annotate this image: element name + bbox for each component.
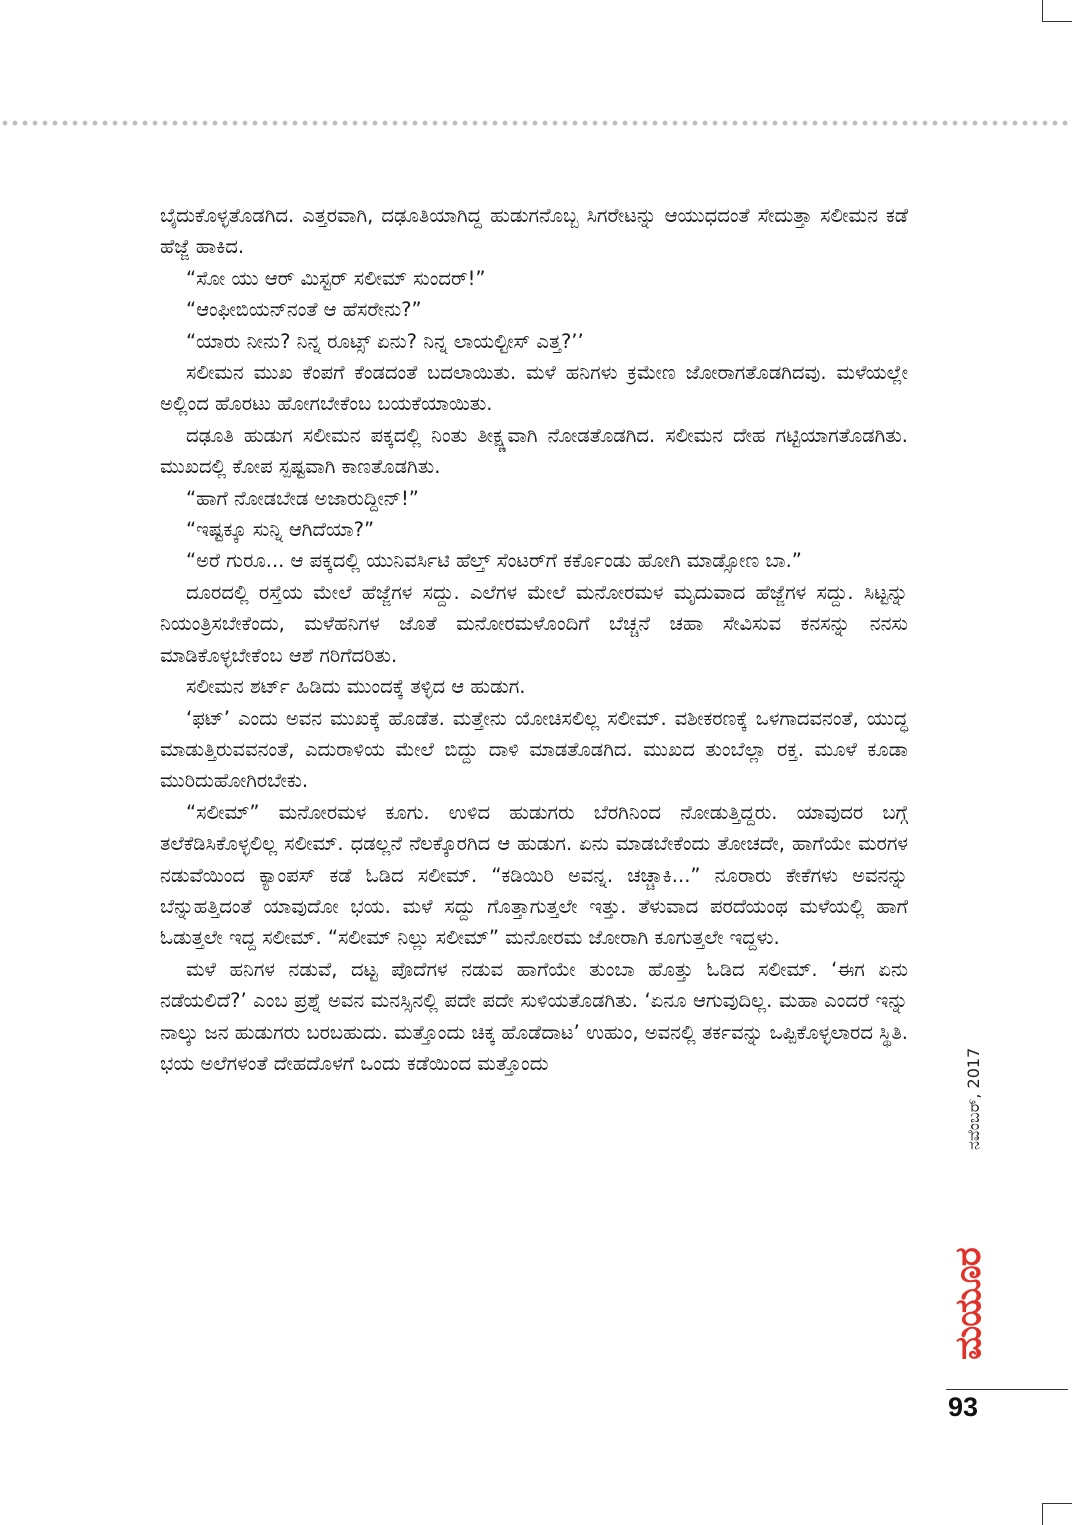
article-paragraph: ದೂರದಲ್ಲಿ ರಸ್ತೆಯ ಮೇಲೆ ಹೆಜ್ಜೆಗಳ ಸದ್ದು. ಎಲೆಗಳ ಮೇಲೆ ಮನೋರಮಳ ಮೃದುವಾದ ಹೆಜ್ಜೆಗಳ ಸದ್ದು. ಸಿಟ್ಟನ್ನು ನಿಯಂತ್ರಿಸಬೇಕೆಂದು, ಮಳೆಹನಿಗಳ ಜೊತೆ ಮನೋರಮಳೊಂದಿಗೆ ಬೆಚ್ಚನೆ ಚಹಾ ಸೇವಿಸುವ ಕನಸನ್ನು ನನಸು ಮಾಡಿಕೊಳ್ಳಬೇಕೆಂಬ ಆಶೆ ಗರಿಗೆದರಿತು. [160,580,908,667]
article-paragraph: ದಢೂತಿ ಹುಡುಗ ಸಲೀಮನ ಪಕ್ಕದಲ್ಲಿ ನಿಂತು ತೀಕ್ಷ್ಣವಾಗಿ ನೋಡತೊಡಗಿದ. ಸಲೀಮನ ದೇಹ ಗಟ್ಟಿಯಾಗತೊಡಗಿತು. ಮುಖದಲ್ಲಿ ಕೋಪ ಸ್ಪಷ್ಟವಾಗಿ ಕಾಣತೊಡಗಿತು. [160,423,908,479]
crop-mark-bottom-right-vertical [1042,1503,1043,1525]
article-paragraph: “ಹಾಗೆ ನೋಡಬೇಡ ಅಜಾರುದ್ದೀನ್!” [186,486,419,510]
crop-mark-top-right-vertical [1042,0,1043,22]
article-paragraph: ಬೈದುಕೊಳ್ಳತೊಡಗಿದ. ಎತ್ತರವಾಗಿ, ದಢೂತಿಯಾಗಿದ್ದ ಹುಡುಗನೊಬ್ಬ ಸಿಗರೇಟನ್ನು ಆಯುಧದಂತೆ ಸೇದುತ್ತಾ ಸಲೀಮನ ಕಡೆ ಹೆಜ್ಜೆ ಹಾಕಿದ. [160,204,908,259]
page-number: 93 [948,1392,979,1422]
article-paragraph: ಸಲೀಮನ ಶರ್ಟ್ ಹಿಡಿದು ಮುಂದಕ್ಕೆ ತಳ್ಳಿದ ಆ ಹುಡುಗ. [186,675,526,699]
article-paragraph: ಮಳೆ ಹನಿಗಳ ನಡುವೆ, ದಟ್ಟ ಪೊದೆಗಳ ನಡುವ ಹಾಗೆಯೇ ತುಂಬಾ ಹೊತ್ತು ಓಡಿದ ಸಲೀಮ್. ‘ಈಗ ಏನು ನಡೆಯಲಿದೆ?’ ಎಂಬ ಪ್ರಶ್ನೆ ಅವನ ಮನಸ್ಸಿನಲ್ಲಿ ಪದೇ ಪದೇ ಸುಳಿಯತೊಡಗಿತು. ‘ಏನೂ ಆಗುವುದಿಲ್ಲ. ಮಹಾ ಎಂದರೆ ಇನ್ನು ನಾಲ್ಕು ಜನ ಹುಡುಗರು ಬರಬಹುದು. ಮತ್ತೊಂದು ಚಿಕ್ಕ ಹೊಡೆದಾಟ’ ಉಹುಂ, ಅವನಲ್ಲಿ ತರ್ಕವನ್ನು ಒಪ್ಪಿಕೊಳ್ಳಲಾರದ ಸ್ಥಿತಿ. ಭಯ ಅಲೆಗಳಂತೆ ದೇಹದೊಳಗೆ ಒಂದು ಕಡೆಯಿಂದ ಮತ್ತೊಂದು [160,957,908,1075]
crop-mark-top-right-horizontal [1042,21,1072,22]
article-paragraph: ಸಲೀಮನ ಮುಖ ಕೆಂಪಗೆ ಕೆಂಡದಂತೆ ಬದಲಾಯಿತು. ಮಳೆ ಹನಿಗಳು ಕ್ರಮೇಣ ಜೋರಾಗತೊಡಗಿದವು. ಮಳೆಯಲ್ಲೇ ಅಲ್ಲಿಂದ ಹೊರಟು ಹೋಗಬೇಕೆಂಬ ಬಯಕೆಯಾಯಿತು. [160,361,908,416]
article-paragraph: ‘ಫಟ್’ ಎಂದು ಅವನ ಮುಖಕ್ಕೆ ಹೊಡೆತ. ಮತ್ತೇನು ಯೋಚಿಸಲಿಲ್ಲ ಸಲೀಮ್. ವಶೀಕರಣಕ್ಕೆ ಒಳಗಾದವನಂತೆ, ಯುದ್ಧ ಮಾಡುತ್ತಿರುವವನಂತೆ, ಎದುರಾಳಿಯ ಮೇಲೆ ಬಿದ್ದು ದಾಳಿ ಮಾಡತೊಡಗಿದ. ಮುಖದ ತುಂಬೆಲ್ಲಾ ರಕ್ತ. ಮೂಳೆ ಕೂಡಾ ಮುರಿದುಹೋಗಿರಬೇಕು. [160,706,908,793]
article-paragraph: “ಸಲೀಮ್” ಮನೋರಮಳ ಕೂಗು. ಉಳಿದ ಹುಡುಗರು ಬೆರಗಿನಿಂದ ನೋಡುತ್ತಿದ್ದರು. ಯಾವುದರ ಬಗ್ಗೆ ತಲೆಕೆಡಿಸಿಕೊಳ್ಳಲಿಲ್ಲ ಸಲೀಮ್. ಧಡಲ್ಲನೆ ನೆಲಕ್ಕೊರಗಿದ ಆ ಹುಡುಗ. ಏನು ಮಾಡಬೇಕೆಂದು ತೋಚದೇ, ಹಾಗೆಯೇ ಮರಗಳ ನಡುವೆಯಿಂದ ಕ್ಯಾಂಪಸ್ ಕಡೆ ಓಡಿದ ಸಲೀಮ್. “ಕಡಿಯಿರಿ ಅವನ್ನ. ಚಚ್ಚಾಕಿ...” ನೂರಾರು ಕೇಕೆಗಳು ಅವನನ್ನು ಬೆನ್ನುಹತ್ತಿದಂತೆ ಯಾವುದೋ ಭಯ. ಮಳೆ ಸದ್ದು ಗೊತ್ತಾಗುತ್ತಲೇ ಇತ್ತು. ತೆಳುವಾದ ಪರದೆಯಂಥ ಮಳೆಯಲ್ಲಿ ಹಾಗೆ ಓಡುತ್ತಲೇ ಇದ್ದ ಸಲೀಮ್. “ಸಲೀಮ್ ನಿಲ್ಲು ಸಲೀಮ್” ಮನೋರಮ ಜೋರಾಗಿ ಕೂಗುತ್ತಲೇ ಇದ್ದಳು. [160,800,908,950]
article-body [160,200,908,1079]
folio-rule [946,1389,1068,1390]
article-paragraph: “ಅರೆ ಗುರೂ... ಆ ಪಕ್ಕದಲ್ಲಿ ಯುನಿವರ್ಸಿಟಿ ಹೆಲ್ತ್ ಸೆಂಟರ್‌ಗೆ ಕರ್ಕೊಂಡು ಹೋಗಿ ಮಾಡ್ಸೋಣ ಬಾ.” [186,549,802,573]
issue-date: ನವೆಂಬರ್, 2017 [964,1047,983,1150]
masthead-logo: ಮಯೂರ [948,1248,989,1360]
magazine-sidebar [948,1047,998,1390]
crop-mark-bottom-right-horizontal [1042,1503,1072,1504]
article-paragraph: “ಆಂಫೀಬಿಯನ್‌ನಂತೆ ಆ ಹೆಸರೇನು?” [186,298,422,322]
dotted-header-rule [0,120,1072,126]
article-paragraph: “ಯಾರು ನೀನು? ನಿನ್ನ ರೂಟ್ಸ್ ಏನು? ನಿನ್ನ ಲಾಯಲ್ಟೀಸ್ ಎತ್ತ?’’ [186,329,584,353]
article-paragraph: “ಇಷ್ಟಕ್ಕೂ ಸುನ್ನಿ ಆಗಿದೆಯಾ?” [186,518,375,542]
article-paragraph: “ಸೋ ಯು ಆರ್ ಮಿಸ್ಟರ್ ಸಲೀಮ್ ಸುಂದರ್!” [186,266,486,290]
